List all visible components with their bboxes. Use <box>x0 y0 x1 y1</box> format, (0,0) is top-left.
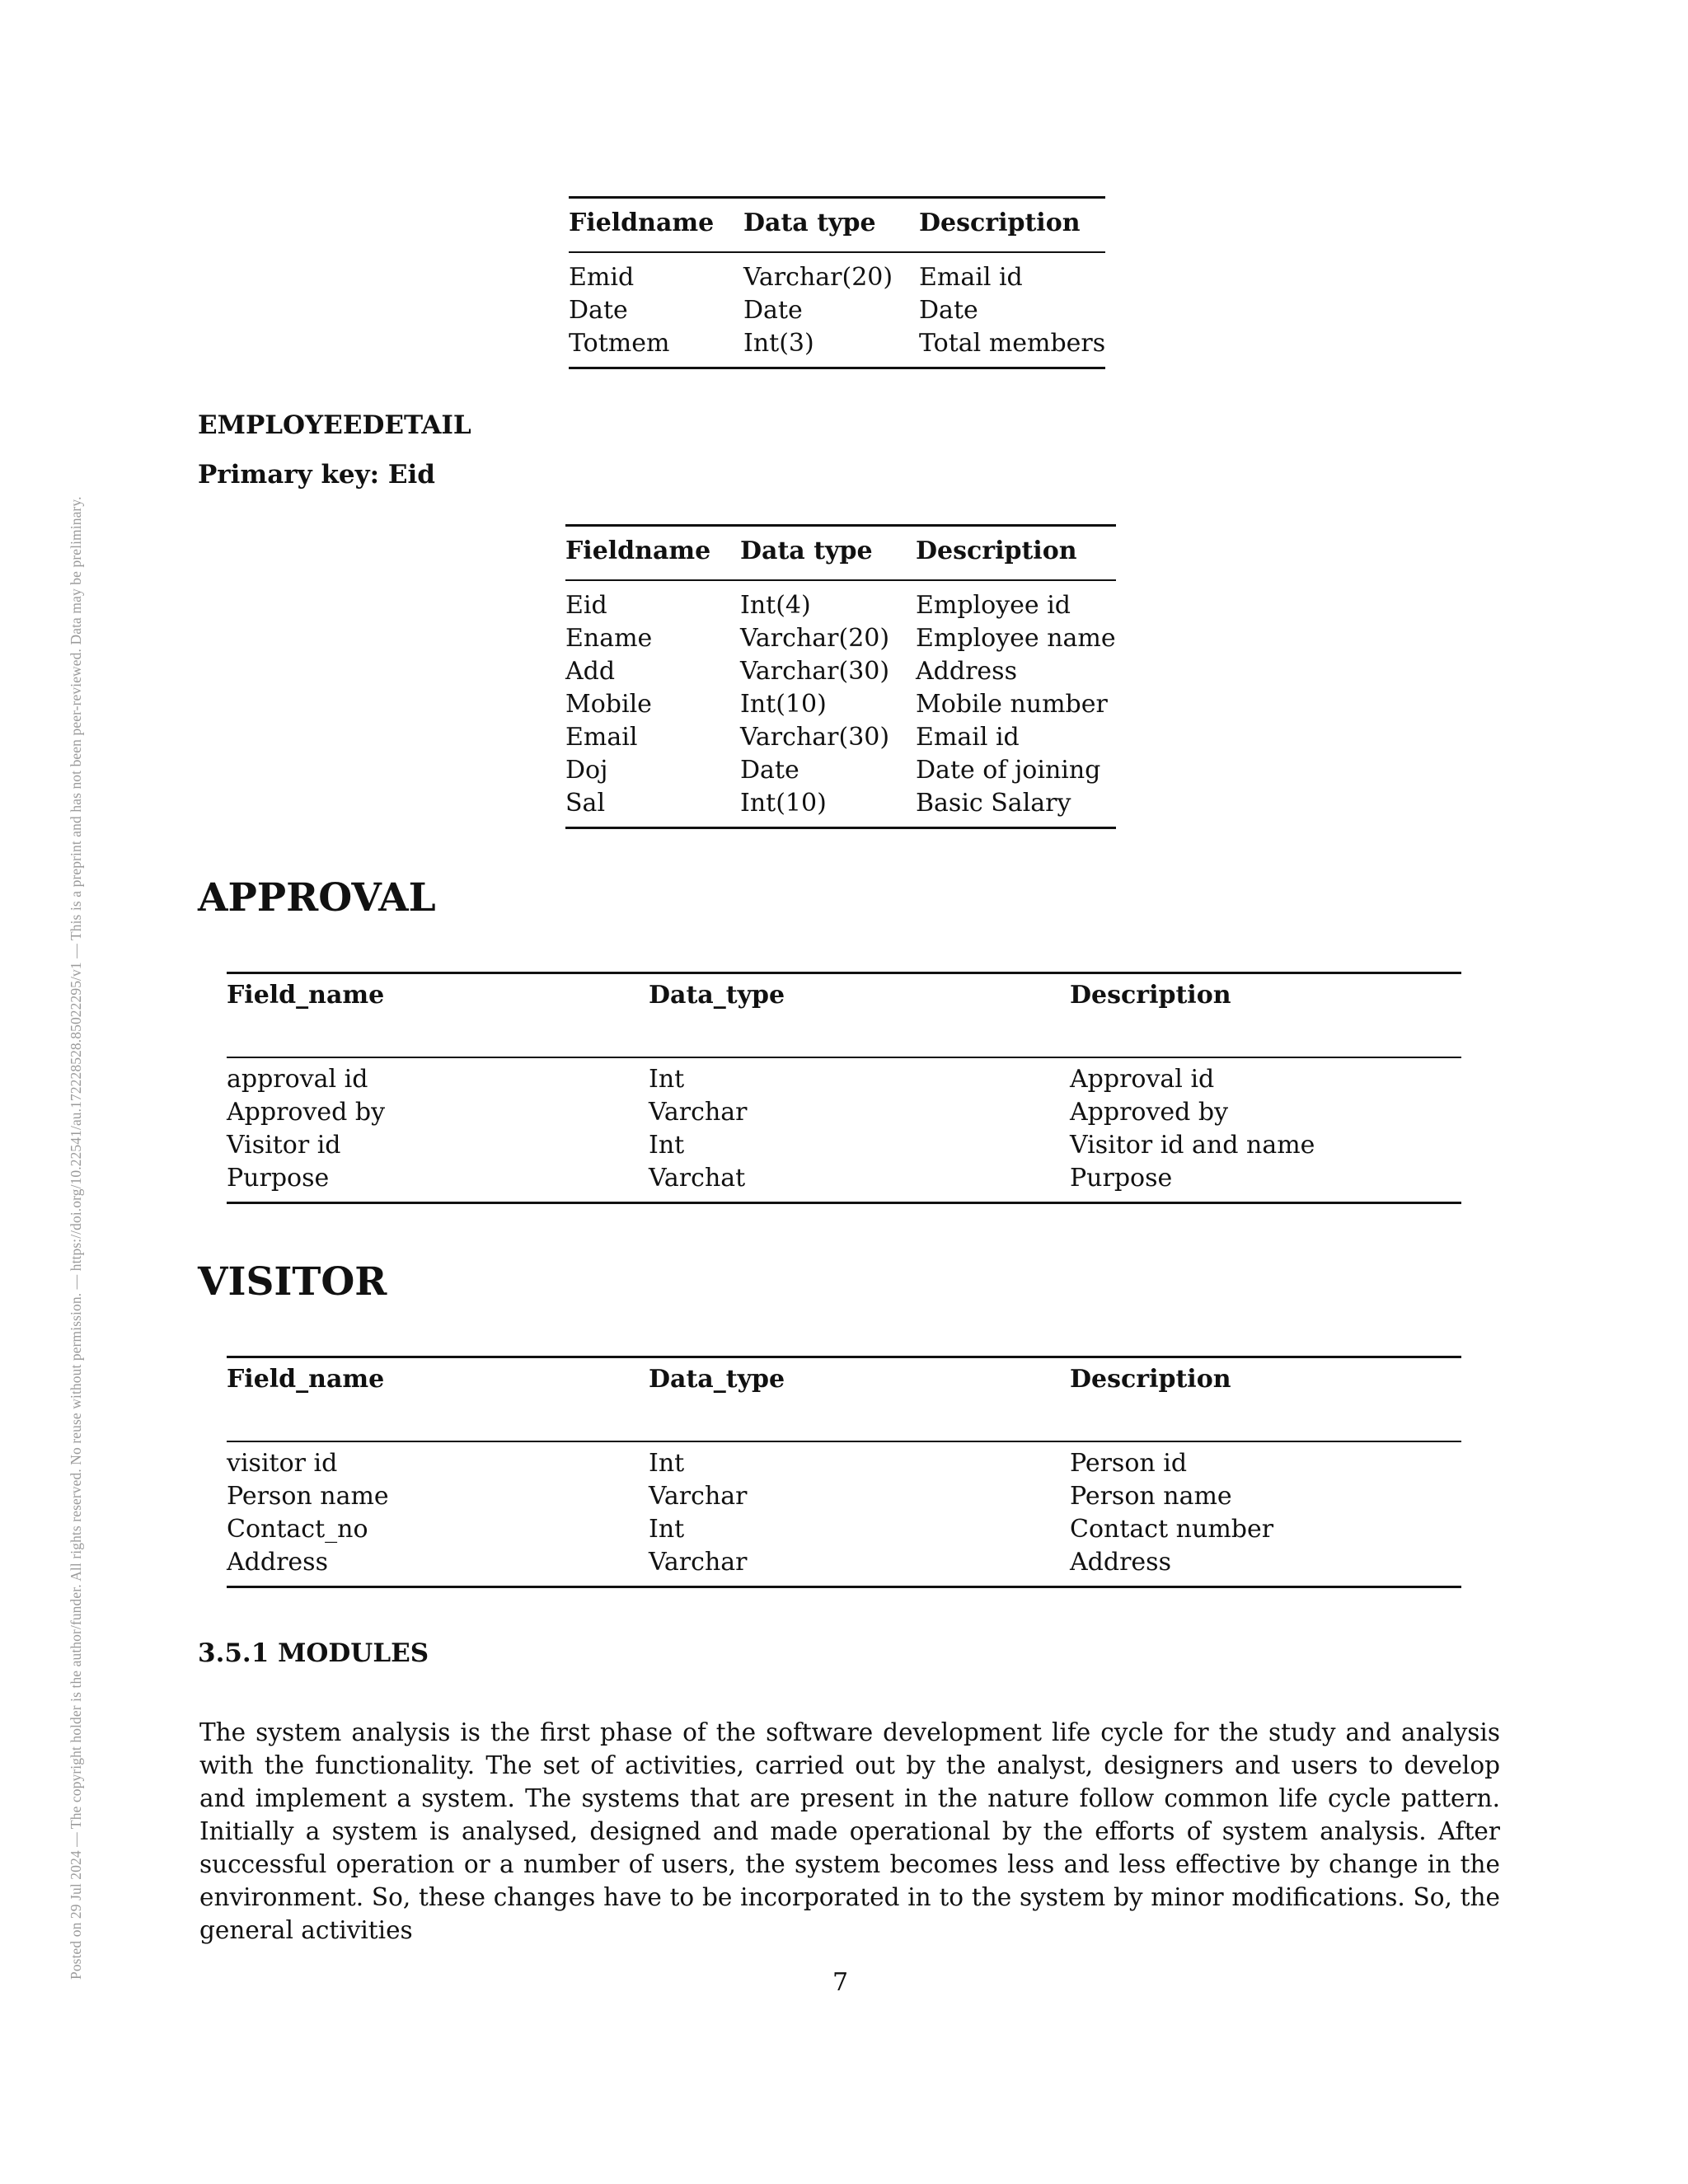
table-row <box>565 655 1116 688</box>
cell-fieldname: Date <box>569 296 628 325</box>
cell-datatype: Varchar(30) <box>740 723 890 752</box>
cell-field-name: visitor id <box>227 1449 338 1478</box>
cell-description: Approval id <box>1070 1065 1215 1094</box>
table-visitor <box>227 1356 1461 1588</box>
column-header: Description <box>916 537 1077 565</box>
column-header: Fieldname <box>565 537 711 565</box>
cell-datatype: Int(10) <box>740 690 827 719</box>
cell-datatype: Varchar(20) <box>743 263 893 292</box>
cell-description: Approved by <box>1070 1098 1229 1127</box>
section-title-modules: 3.5.1 MODULES <box>198 1638 429 1668</box>
cell-description: Basic Salary <box>916 789 1071 818</box>
table-row <box>569 252 1105 294</box>
cell-datatype: Int(10) <box>740 789 827 818</box>
cell-datatype: Int(3) <box>743 329 814 358</box>
cell-data-type: Int <box>649 1515 685 1544</box>
cell-field-name: Contact_no <box>227 1515 368 1544</box>
cell-fieldname: Add <box>565 657 616 686</box>
cell-data-type: Varchar <box>649 1548 748 1577</box>
table-row <box>569 294 1105 327</box>
table-row <box>227 1546 1461 1587</box>
cell-datatype: Date <box>740 756 799 785</box>
column-header: Fieldname <box>569 209 715 237</box>
cell-description: Purpose <box>1070 1164 1173 1193</box>
cell-description: Address <box>1070 1548 1171 1577</box>
column-header: Data type <box>740 537 873 565</box>
page-number: 7 <box>832 1968 849 1997</box>
cell-data-type: Varchar <box>649 1098 748 1127</box>
column-header: Description <box>1070 981 1231 1010</box>
table-row <box>565 580 1116 622</box>
cell-description: Date <box>919 296 978 325</box>
cell-datatype: Varchar(30) <box>740 657 890 686</box>
cell-fieldname: Mobile <box>565 690 652 719</box>
column-header: Field_name <box>227 981 385 1010</box>
cell-description: Total members <box>919 329 1106 358</box>
cell-data-type: Varchat <box>649 1164 746 1193</box>
preprint-watermark: Posted on 29 Jul 2024 — The copyright holder is the author/funder. All rights reserved. No reuse without permission. — https://doi.org/10.22541/au.172228528.85022295/v1 — This is a preprint and has not been peer-reviewed. Data may be preliminary. <box>68 496 84 1980</box>
cell-description: Contact number <box>1070 1515 1274 1544</box>
cell-field-name: Visitor id <box>227 1131 341 1160</box>
table-row <box>227 1057 1461 1096</box>
cell-description: Mobile number <box>916 690 1108 719</box>
cell-field-name: Address <box>227 1548 328 1577</box>
cell-description: Person id <box>1070 1449 1188 1478</box>
cell-description: Email id <box>919 263 1023 292</box>
cell-description: Employee name <box>916 624 1116 653</box>
table-row <box>227 1129 1461 1162</box>
table-row <box>565 622 1116 655</box>
cell-description: Email id <box>916 723 1020 752</box>
cell-description: Visitor id and name <box>1070 1131 1315 1160</box>
cell-description: Address <box>916 657 1017 686</box>
cell-fieldname: Doj <box>565 756 608 785</box>
cell-data-type: Int <box>649 1131 685 1160</box>
cell-field-name: Purpose <box>227 1164 330 1193</box>
primary-key-label: Primary key: Eid <box>198 460 435 490</box>
table-row <box>227 1096 1461 1129</box>
table-row <box>565 688 1116 721</box>
table-row <box>227 1441 1461 1480</box>
cell-fieldname: Eid <box>565 591 607 620</box>
column-header: Data_type <box>649 1365 785 1394</box>
column-header: Field_name <box>227 1365 385 1394</box>
table-row <box>227 1480 1461 1513</box>
column-header: Description <box>919 209 1081 237</box>
column-header: Data type <box>743 209 876 237</box>
cell-datatype: Varchar(20) <box>740 624 890 653</box>
cell-fieldname: Totmem <box>569 329 670 358</box>
cell-description: Person name <box>1070 1482 1232 1511</box>
table-row <box>565 787 1116 828</box>
cell-description: Date of joining <box>916 756 1101 785</box>
cell-field-name: Approved by <box>227 1098 386 1127</box>
section-title-employeedetail: EMPLOYEEDETAIL <box>198 410 471 440</box>
cell-datatype: Date <box>743 296 803 325</box>
table-header-row <box>227 973 1461 1058</box>
cell-data-type: Int <box>649 1449 685 1478</box>
cell-datatype: Int(4) <box>740 591 811 620</box>
table-header-row <box>565 526 1116 581</box>
cell-description: Employee id <box>916 591 1071 620</box>
table-approval <box>227 972 1461 1204</box>
section-title-approval: APPROVAL <box>198 875 436 921</box>
cell-fieldname: Emid <box>569 263 635 292</box>
table-row <box>227 1513 1461 1546</box>
cell-data-type: Int <box>649 1065 685 1094</box>
cell-field-name: Person name <box>227 1482 389 1511</box>
table-header-row <box>569 198 1105 253</box>
table-row <box>565 754 1116 787</box>
section-title-visitor: VISITOR <box>198 1259 387 1305</box>
cell-data-type: Varchar <box>649 1482 748 1511</box>
cell-fieldname: Email <box>565 723 638 752</box>
column-header: Description <box>1070 1365 1231 1394</box>
table-attendance <box>569 196 1105 369</box>
table-row <box>569 327 1105 368</box>
column-header: Data_type <box>649 981 785 1010</box>
cell-field-name: approval id <box>227 1065 368 1094</box>
table-row <box>565 721 1116 754</box>
table-employeedetail <box>565 524 1116 829</box>
cell-fieldname: Ename <box>565 624 653 653</box>
modules-paragraph: The system analysis is the first phase of the software development life cycle for the study and analysis with the functionality. The set of activities, carried out by the analyst, designers and users to develop and implement a system. The systems that are present in the nature follow common life cycle pattern. Initially a system is analysed, designed and made operational by the efforts of system analysis. After successful operation or a number of users, the system becomes less and less effective by change in the environment. So, these changes have to be incorporated in to the system by minor modifications. So, the general activities <box>199 1718 1500 1944</box>
table-header-row <box>227 1357 1461 1442</box>
cell-fieldname: Sal <box>565 789 606 818</box>
table-row <box>227 1162 1461 1203</box>
